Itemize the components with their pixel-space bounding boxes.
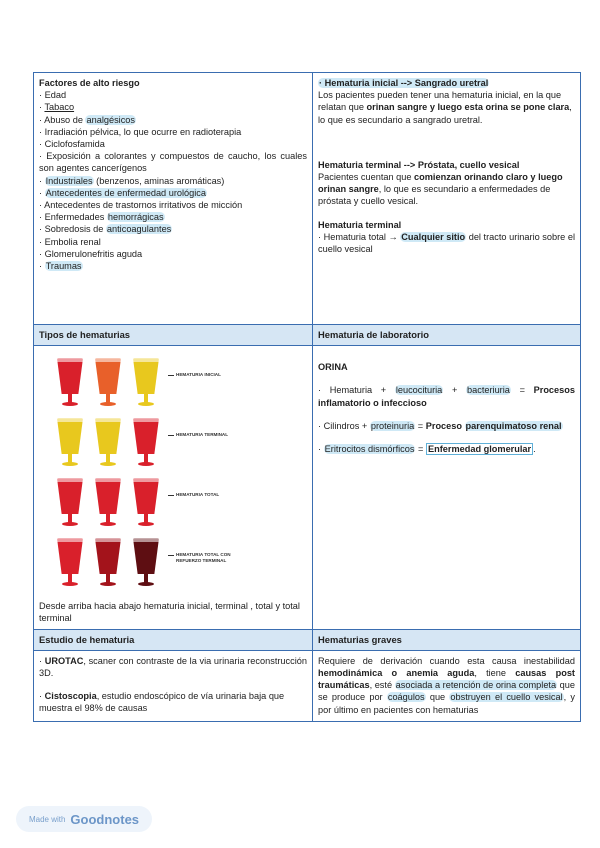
graves-t2: , tiene [474, 668, 516, 679]
l1-eq: = [510, 385, 534, 396]
graves-hl3: obstruyen el cuello vesical [450, 692, 563, 703]
glass-total_terminal-1 [57, 538, 83, 586]
l3-end: . [533, 444, 536, 455]
factor-glomerulo: · Glomerulonefritis aguda [39, 248, 143, 259]
factor-exposicion: · Exposición a colorantes y compuestos de caucho, los cuales son agentes cancerígenos [39, 151, 307, 174]
lab-line-1 [318, 384, 575, 408]
terminal-text [318, 171, 575, 208]
glass-terminal-2 [95, 418, 121, 466]
factor-embolia: · Embolia renal [39, 236, 101, 247]
factor-industriales: · Industriales (benzenos, aminas aromáticas) [39, 175, 225, 186]
graves-t4: que se produce por [318, 680, 575, 703]
glass-total-1 [57, 478, 83, 526]
l3-eq: = [415, 444, 426, 455]
graves-t3: , esté [369, 680, 395, 691]
abuso-prefix: · Abuso de [39, 114, 86, 125]
l2-bold-1: Proceso [425, 420, 465, 431]
traumas-highlight: Traumas [45, 261, 82, 272]
label-total: HEMATURIA TOTAL [176, 492, 236, 498]
goodnotes-logo: Goodnotes [70, 811, 140, 827]
glass-inicial-1 [57, 358, 83, 406]
lab-line-3: · Eritrocitos dismórficos = Enfermedad glomerular . [318, 444, 536, 455]
factor-enfermedades [39, 211, 307, 223]
l1-bold: Procesos inflamatorio o infeccioso [318, 385, 575, 408]
factor-trastornos: · Antecedentes de trastornos irritativos de micción [39, 200, 243, 211]
inicial-text [318, 89, 575, 126]
enfermedades-highlight: hemorrágicas [107, 212, 164, 223]
cisto-rest: , estudio endoscópico de vía urinaria baja que muestra el 98% de causas [39, 691, 285, 714]
graves-t5: que [425, 692, 450, 703]
total-highlight: Cualquier sitio [401, 231, 466, 242]
glass-total-3 [133, 478, 159, 526]
graves-hl1: asociada a retención de orina completa [395, 680, 557, 691]
made-with-goodnotes-badge[interactable] [16, 806, 152, 832]
glass-inicial-3 [133, 358, 159, 406]
glass-inicial-2 [95, 358, 121, 406]
graves-header: Hematurias graves [313, 629, 581, 650]
cisto-text: · Cistoscopia, estudio endoscópico de vía urinaria baja que muestra el 98% de causas [39, 691, 285, 714]
terminal-title: Hematuria terminal --> Próstata, cuello vesical [318, 159, 520, 170]
hematuria-cell [313, 73, 581, 325]
l2-eq: = [415, 420, 426, 431]
factor-tabaco: · Tabaco [39, 102, 75, 113]
glass-terminal-3 [133, 418, 159, 466]
graves-hl2: coágulos [387, 692, 425, 703]
tipos-cell [34, 346, 313, 629]
eritrocitos-highlight: Eritrocitos dismórficos [324, 444, 415, 455]
terminal-t2: , lo que es secundario a enfermedades de próstata y cuello vesical. [318, 184, 551, 207]
total-t2: del tracto urinario sobre el cuello vesical [318, 231, 576, 255]
graves-text [318, 655, 575, 716]
industriales-highlight: Industriales [45, 175, 93, 186]
enfermedades-prefix: · Enfermedades [39, 212, 107, 223]
graves-t1: Requiere de derivación cuando esta causa inestabilidad [318, 655, 575, 666]
label-inicial: HEMATURIA INICIAL [176, 372, 236, 378]
made-with-text: Made with [28, 814, 66, 824]
factores-title: Factores de alto riesgo [39, 78, 140, 88]
tipos-caption: Desde arriba hacia abajo hematuria inicial, terminal , total y total terminal [39, 601, 300, 624]
abuso-highlight: analgésicos [86, 114, 136, 125]
factor-antecedentes: · Antecedentes de enfermedad urológica [39, 187, 207, 198]
orina-title: ORINA [318, 362, 348, 373]
graves-t6: , y por último en pacientes con hematurias [318, 692, 576, 715]
terminal-t1: Pacientes cuentan que [318, 172, 415, 183]
graves-b1: hemodinámica o anemia aguda [318, 668, 475, 679]
inicial-t2: , lo que es secundario a sangrado uretral. [318, 102, 572, 125]
bacteriuria-highlight: bacteriuria [467, 385, 510, 396]
glass-total-2 [95, 478, 121, 526]
estudio-cell [34, 650, 313, 721]
inicial-t1: Los pacientes pueden tener una hematuria inicial, en la que relatan que [318, 90, 562, 113]
factores-cell [34, 73, 313, 325]
laboratorio-header: Hematuria de laboratorio [313, 325, 581, 346]
sobredosis-highlight: anticoagulantes [106, 224, 172, 235]
glass-total_terminal-3 [133, 538, 159, 586]
graves-b2: causas post traumáticas [318, 668, 575, 691]
l1-mid: + [443, 385, 466, 396]
total-title: Hematuria terminal [318, 219, 402, 230]
estudio-header: Estudio de hematuria [34, 629, 313, 650]
terminal-bold: comienzan orinando claro y luego orinan sangre [318, 172, 563, 195]
factor-traumas: · Traumas [39, 261, 82, 272]
total-text [318, 231, 575, 255]
l1-prefix: · Hematuria + [318, 385, 395, 396]
glass-total_terminal-2 [95, 538, 121, 586]
proteinuria-highlight: proteinuria [370, 420, 415, 431]
factor-irradiacion: · Irradiación pélvica, lo que ocurre en radioterapia [39, 126, 242, 137]
l2-bold-2: parenquimatoso renal [465, 420, 562, 431]
factor-edad: · Edad [39, 90, 67, 101]
notes-table [33, 72, 581, 722]
label-terminal: HEMATURIA TERMINAL [176, 432, 236, 438]
urotac-bold: UROTAC [44, 655, 84, 666]
glass-terminal-1 [57, 418, 83, 466]
total-t1: · Hematuria total → [318, 231, 401, 242]
inicial-title-text: · Hematuria inicial --> Sangrado uretral [319, 78, 489, 88]
inicial-title [318, 77, 575, 89]
inicial-bold: orinan sangre y luego esta orina se pone clara [366, 102, 570, 113]
antecedentes-highlight: Antecedentes de enfermedad urológica [45, 187, 207, 198]
urotac-rest: , scaner con contraste de la via urinaria reconstrucción 3D. [39, 655, 307, 679]
laboratorio-cell [313, 346, 581, 629]
cisto-bold: Cistoscopia [44, 691, 97, 702]
l2-prefix: · Cilindros + [318, 420, 370, 431]
factor-ciclofosfamida: · Ciclofosfamida [39, 139, 105, 150]
graves-cell [313, 650, 581, 721]
label-total_terminal: HEMATURIA TOTAL CON REFUERZO TERMINAL [176, 552, 236, 563]
glomerular-box: Enfermedad glomerular [427, 444, 532, 455]
tipos-header: Tipos de hematurias [34, 325, 313, 346]
factor-abuso [39, 114, 307, 126]
tabaco-text: Tabaco [44, 102, 75, 113]
leucocituria-highlight: leucocituria [395, 385, 443, 396]
urotac-text: · UROTAC, scaner con contraste de la via urinaria reconstrucción 3D. [39, 655, 307, 679]
hematuria-glasses-figure [39, 354, 259, 594]
factor-sobredosis [39, 223, 307, 235]
lab-line-2 [318, 420, 575, 432]
sobredosis-prefix: · Sobredosis de [39, 224, 106, 235]
industriales-rest: (benzenos, aminas aromáticas) [93, 175, 225, 186]
